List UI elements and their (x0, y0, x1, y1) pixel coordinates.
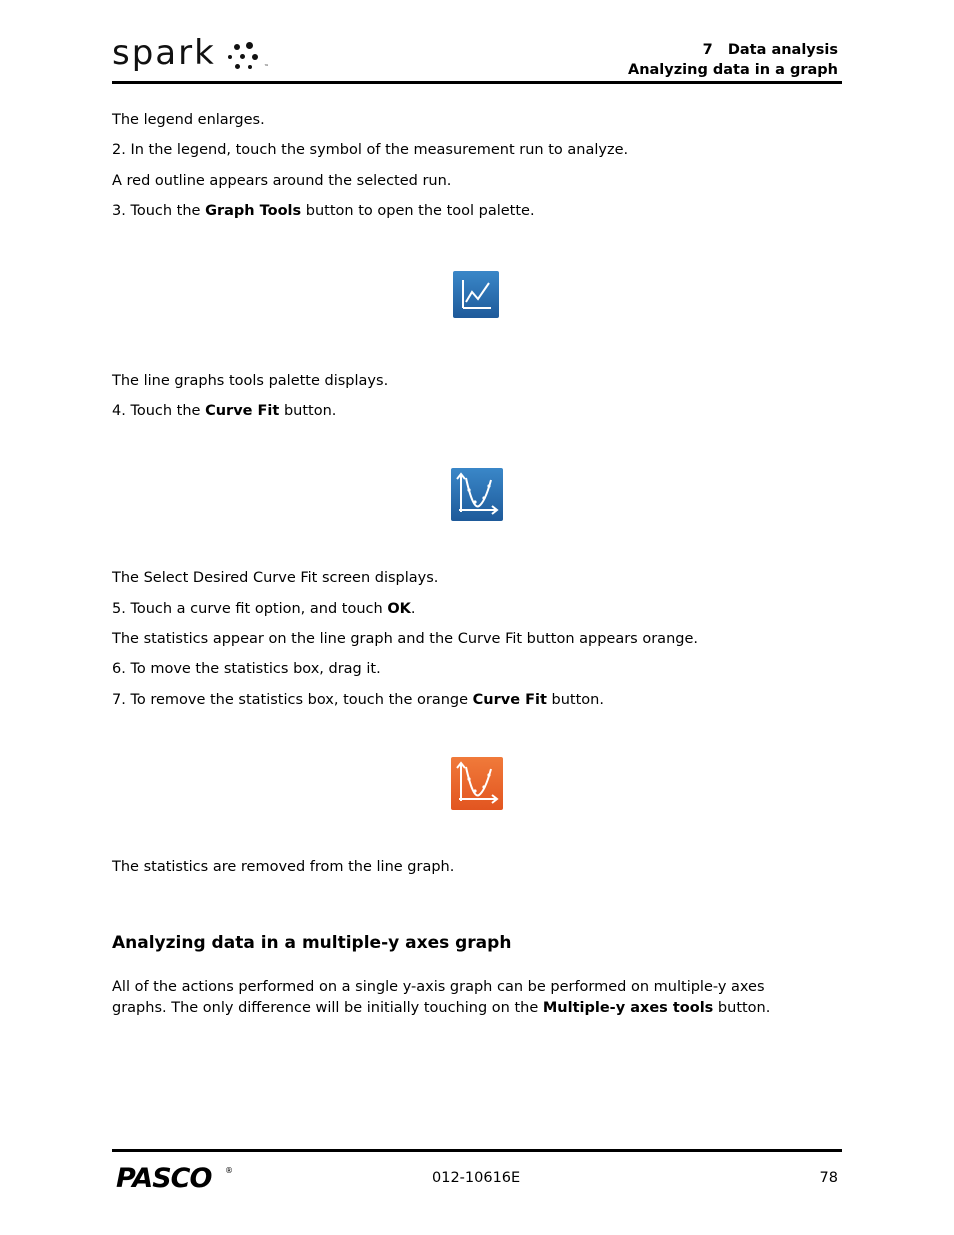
chapter-title: 7 Data analysis (702, 42, 838, 58)
spark-logo (112, 33, 264, 73)
graph-tools-icon (453, 271, 499, 318)
spark-logo-text: spark (112, 33, 216, 73)
curve-fit-label: Curve Fit (205, 403, 280, 419)
svg-text:®: ® (225, 1166, 233, 1175)
paragraph-multiple-y-line1: All of the actions performed on a single y-axis graph can be performed on multiple-y axes (112, 979, 765, 995)
curve-fit-active-icon (451, 757, 503, 810)
section-title: Analyzing data in a graph (627, 62, 838, 78)
paragraph-red-outline: A red outline appears around the selected run. (112, 173, 452, 189)
pasco-logo (114, 1162, 233, 1194)
header-rule (112, 81, 842, 84)
svg-text:PASCO: PASCO (116, 1163, 212, 1194)
multiple-y-axes-tools-label: Multiple-y axes tools (542, 1000, 714, 1016)
page-number: 78 (819, 1170, 838, 1186)
paragraph-multiple-y-line2: graphs. The only difference will be initially touching on the Multiple-y axes tools button. (112, 1000, 771, 1016)
section-heading: Analyzing data in a multiple-y axes graph (112, 933, 512, 953)
paragraph-select-curve-fit: The Select Desired Curve Fit screen displays. (112, 570, 439, 586)
step-6: 6. To move the statistics box, drag it. (112, 661, 381, 677)
spark-dots-icon (228, 38, 264, 70)
paragraph-statistics-appear: The statistics appear on the line graph and the Curve Fit button appears orange. (112, 631, 698, 647)
graph-tools-label: Graph Tools (205, 203, 302, 219)
ok-label: OK (387, 601, 411, 617)
footer-rule (112, 1149, 842, 1152)
step-7: 7. To remove the statistics box, touch the orange Curve Fit button. (112, 692, 604, 708)
paragraph-statistics-removed: The statistics are removed from the line graph. (112, 859, 455, 875)
trademark-symbol: ™ (264, 64, 269, 70)
curve-fit-label-2: Curve Fit (472, 692, 547, 708)
curve-fit-icon (451, 468, 503, 521)
step-5: 5. Touch a curve fit option, and touch OK. (112, 601, 416, 617)
running-header (628, 40, 838, 80)
paragraph-legend-enlarges: The legend enlarges. (112, 112, 265, 128)
step-3: 3. Touch the Graph Tools button to open the tool palette. (112, 203, 535, 219)
paragraph-palette-displays: The line graphs tools palette displays. (112, 373, 389, 389)
step-4: 4. Touch the Curve Fit button. (112, 403, 337, 419)
step-2: 2. In the legend, touch the symbol of the measurement run to analyze. (112, 142, 629, 158)
document-number: 012-10616E (432, 1170, 521, 1186)
